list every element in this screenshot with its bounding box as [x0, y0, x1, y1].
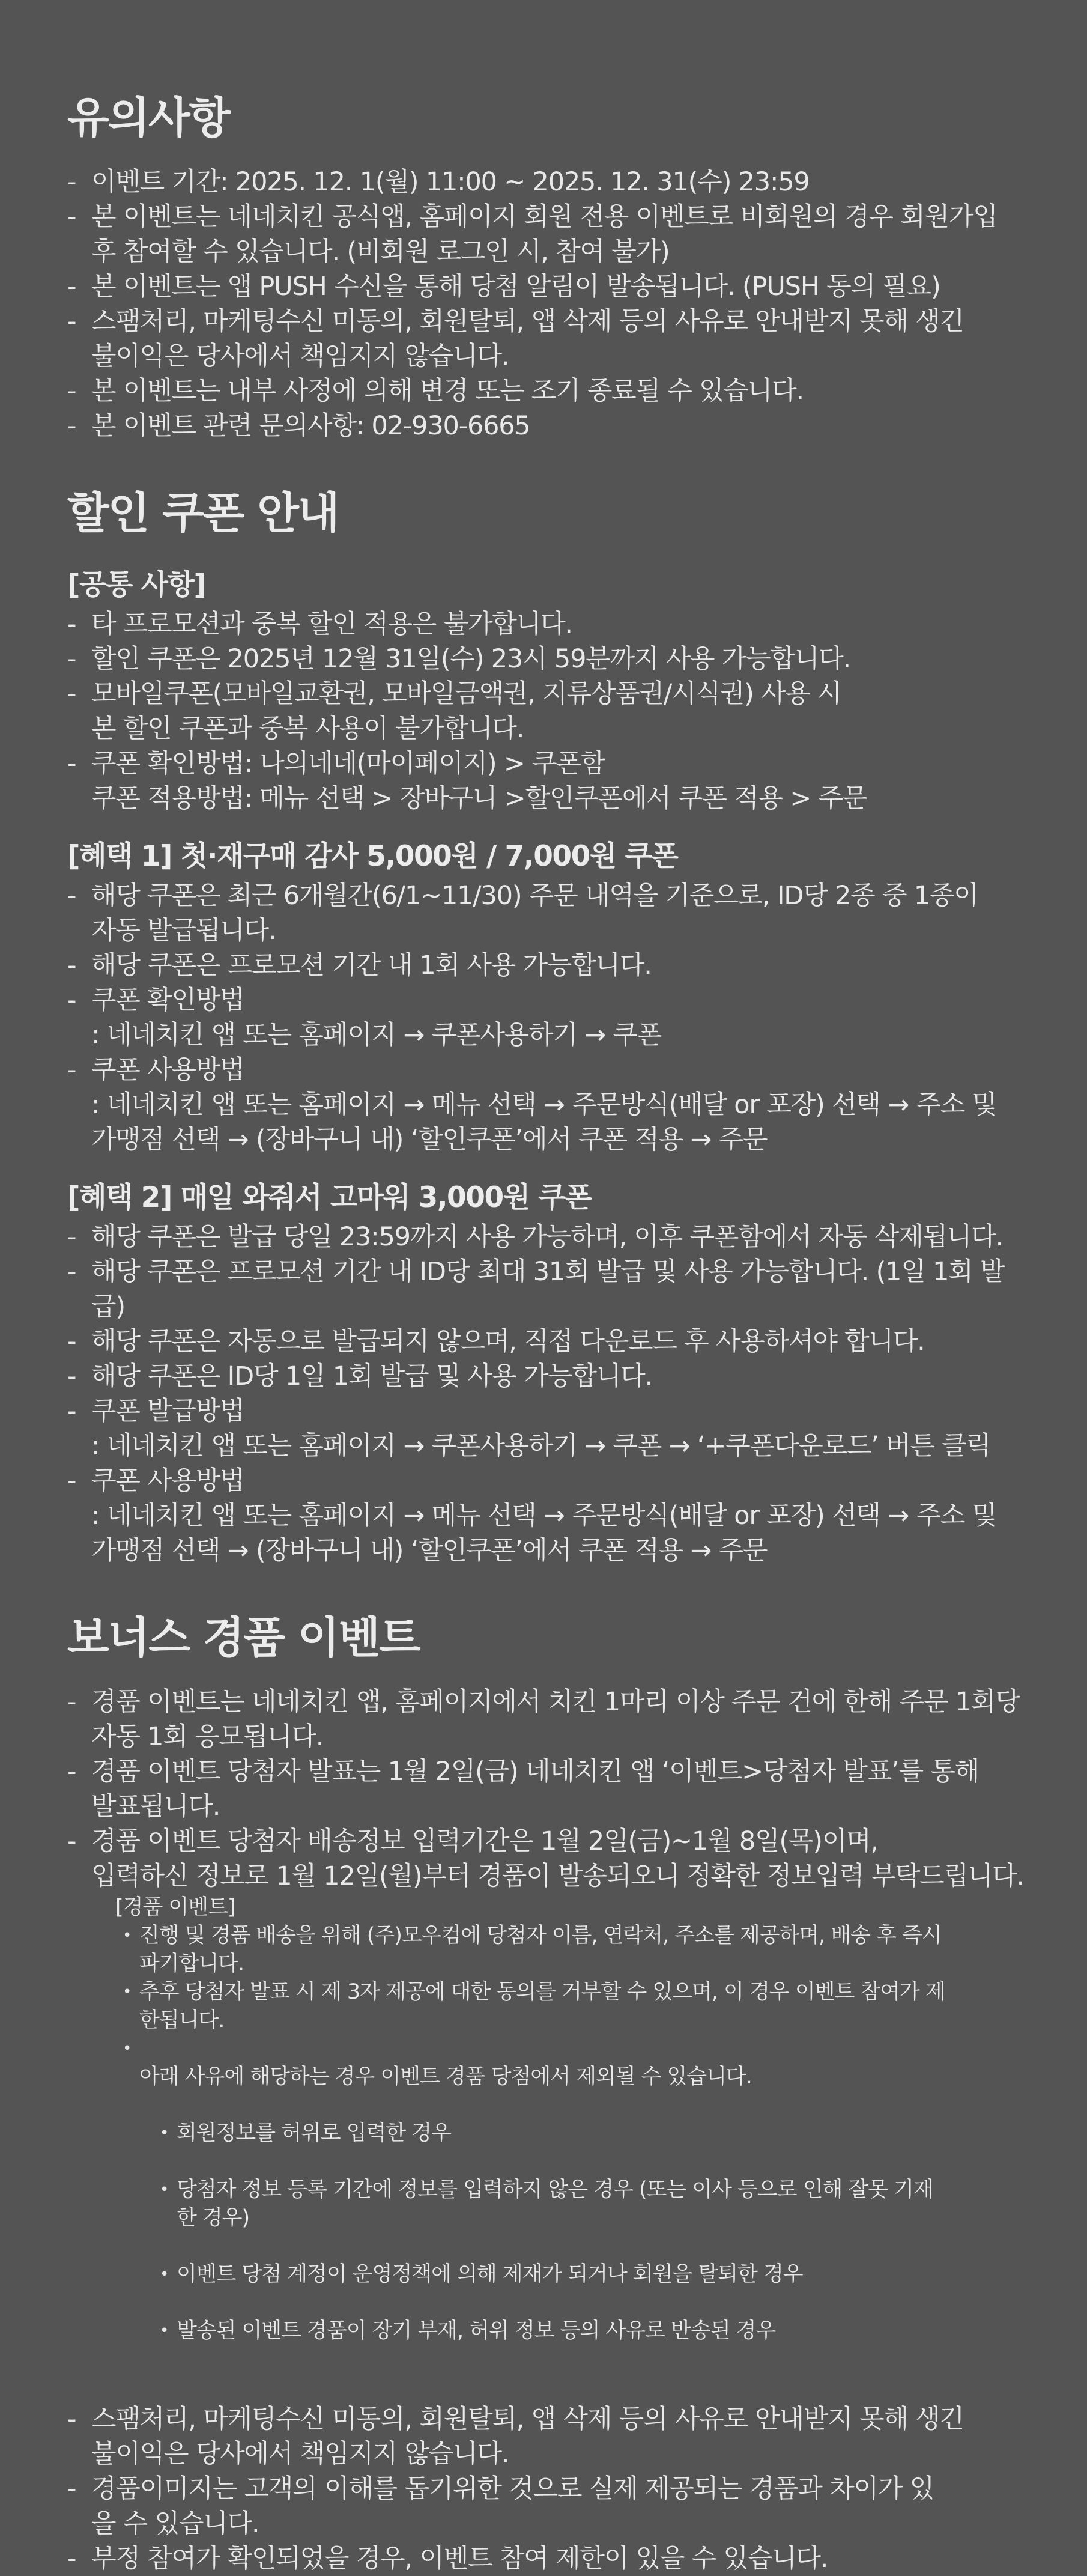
benefit1-list: [67, 878, 1027, 1157]
list-item: • 진행 및 경품 배송을 위해 (주)모우컴에 당첨자 이름, 연락처, 주소를 제공하며, 배송 후 즉시 파기합니다.: [115, 1922, 1027, 1978]
bonus-title: 보너스 경품 이벤트: [67, 1612, 420, 1663]
coupon-section: [67, 484, 1027, 1568]
list-item: - 쿠폰 확인방법 : 네네치킨 앱 또는 홈페이지 → 쿠폰사용하기 → 쿠폰: [67, 983, 1027, 1053]
exclusion-list: [139, 2091, 1027, 2374]
list-item: - 해당 쿠폰은 자동으로 발급되지 않으며, 직접 다운로드 후 사용하셔야 합니다.: [67, 1324, 1027, 1359]
list-item: - 해당 쿠폰은 프로모션 기간 내 1회 사용 가능합니다.: [67, 948, 1027, 983]
list-item: - 본 이벤트는 앱 PUSH 수신을 통해 당첨 알림이 발송됩니다. (PUSH 동의 필요): [67, 269, 1027, 304]
list-item: - 쿠폰 확인방법: 나의네네(마이페이지) > 쿠폰함 쿠폰 적용방법: 메뉴 선택 > 장바구니 >할인쿠폰에서 쿠폰 적용 > 주문: [67, 746, 1027, 816]
list-item: • 발송된 이벤트 경품이 장기 부재, 허위 정보 등의 사유로 반송된 경우: [153, 2317, 1027, 2345]
benefit2-list: [67, 1220, 1027, 1568]
list-item: - 본 이벤트는 네네치킨 공식앱, 홈페이지 회원 전용 이벤트로 비회원의 경우 회원가입 후 참여할 수 있습니다. (비회원 로그인 시, 참여 불가): [67, 199, 1027, 269]
list-item: - 부정 참여가 확인되었을 경우, 이벤트 참여 제한이 있을 수 있습니다.: [67, 2541, 1027, 2576]
bonus-list-top: [67, 1684, 1027, 1894]
list-item: [115, 2035, 1027, 2402]
common-list: [67, 607, 1027, 816]
prize-event-bullets: [115, 1922, 1027, 2402]
list-item: - 스팸처리, 마케팅수신 미동의, 회원탈퇴, 앱 삭제 등의 사유로 안내받지 못해 생긴 불이익은 당사에서 책임지지 않습니다.: [67, 304, 1027, 374]
list-item: - 할인 쿠폰은 2025년 12월 31일(수) 23시 59분까지 사용 가능합니다.: [67, 642, 1027, 676]
bonus-section: [67, 1609, 1027, 2576]
list-item: • 회원정보를 허위로 입력한 경우: [153, 2119, 1027, 2148]
list-item: - 본 이벤트 관련 문의사항: 02-930-6665: [67, 409, 1027, 443]
list-item: • 이벤트 당첨 계정이 운영정책에 의해 제재가 되거나 회원을 탈퇴한 경우: [153, 2261, 1027, 2289]
notice-section: [67, 89, 1027, 443]
prize-event-title: [경품 이벤트]: [115, 1895, 235, 1919]
list-item: - 모바일쿠폰(모바일교환권, 모바일금액권, 지류상품권/시식권) 사용 시 본 할인 쿠폰과 중복 사용이 불가합니다.: [67, 676, 1027, 746]
list-item: - 타 프로모션과 중복 할인 적용은 불가합니다.: [67, 607, 1027, 642]
list-item: - 경품 이벤트 당첨자 배송정보 입력기간은 1월 2일(금)~1월 8일(목)이며, 입력하신 정보로 1월 12일(월)부터 경품이 발송되오니 정확한 정보입력 부탁드립니다.: [67, 1824, 1027, 1894]
benefit2-title: [혜택 2] 매일 와줘서 고마워 3,000원 쿠폰: [67, 1181, 592, 1214]
list-item: - 이벤트 기간: 2025. 12. 1(월) 11:00 ~ 2025. 12. 31(수) 23:59: [67, 165, 1027, 199]
list-item: • 당첨자 정보 등록 기간에 정보를 입력하지 않은 경우 (또는 이사 등으로 인해 잘못 기재 한 경우): [153, 2176, 1027, 2232]
common-title: [공통 사항]: [67, 568, 206, 601]
list-item: - 쿠폰 발급방법 : 네네치킨 앱 또는 홈페이지 → 쿠폰사용하기 → 쿠폰 → ‘+쿠폰다운로드’ 버튼 클릭: [67, 1394, 1027, 1463]
coupon-title: 할인 쿠폰 안내: [67, 488, 339, 538]
list-item: - 경품 이벤트는 네네치킨 앱, 홈페이지에서 치킨 1마리 이상 주문 건에 한해 주문 1회당 자동 1회 응모됩니다.: [67, 1684, 1027, 1754]
notice-list: [67, 165, 1027, 443]
benefit1-title: [혜택 1] 첫·재구매 감사 5,000원 / 7,000원 쿠폰: [67, 840, 678, 873]
list-item: - 해당 쿠폰은 프로모션 기간 내 ID당 최대 31회 발급 및 사용 가능합니다. (1일 1회 발급): [67, 1254, 1027, 1324]
list-item: - 쿠폰 사용방법 : 네네치킨 앱 또는 홈페이지 → 메뉴 선택 → 주문방식(배달 or 포장) 선택 → 주소 및 가맹점 선택 → (장바구니 내) ‘할인쿠폰’에서 쿠폰 적용 → 주문: [67, 1463, 1027, 1568]
list-item-text: 아래 사유에 해당하는 경우 이벤트 경품 당첨에서 제외될 수 있습니다.: [139, 2065, 752, 2089]
list-item: - 쿠폰 사용방법 : 네네치킨 앱 또는 홈페이지 → 메뉴 선택 → 주문방식(배달 or 포장) 선택 → 주소 및 가맹점 선택 → (장바구니 내) ‘할인쿠폰’에서 쿠폰 적용 → 주문: [67, 1053, 1027, 1157]
list-item: - 경품이미지는 고객의 이해를 돕기위한 것으로 실제 제공되는 경품과 차이가 있 을 수 있습니다.: [67, 2471, 1027, 2541]
list-item: • 추후 당첨자 발표 시 제 3자 제공에 대한 동의를 거부할 수 있으며, 이 경우 이벤트 참여가 제 한됩니다.: [115, 1978, 1027, 2035]
list-item: - 해당 쿠폰은 최근 6개월간(6/1~11/30) 주문 내역을 기준으로, ID당 2종 중 1종이 자동 발급됩니다.: [67, 878, 1027, 948]
notice-title: 유의사항: [67, 93, 230, 143]
list-item: - 스팸처리, 마케팅수신 미동의, 회원탈퇴, 앱 삭제 등의 사유로 안내받지 못해 생긴 불이익은 당사에서 책임지지 않습니다.: [67, 2402, 1027, 2471]
list-item: - 본 이벤트는 내부 사정에 의해 변경 또는 조기 종료될 수 있습니다.: [67, 374, 1027, 409]
list-item: - 해당 쿠폰은 발급 당일 23:59까지 사용 가능하며, 이후 쿠폰함에서 자동 삭제됩니다.: [67, 1220, 1027, 1254]
list-item: - 해당 쿠폰은 ID당 1일 1회 발급 및 사용 가능합니다.: [67, 1359, 1027, 1394]
list-item: - 경품 이벤트 당첨자 발표는 1월 2일(금) 네네치킨 앱 ‘이벤트>당첨자 발표’를 통해 발표됩니다.: [67, 1754, 1027, 1824]
prize-event-details: [67, 1894, 1027, 2402]
bonus-list-bottom: [67, 2402, 1027, 2576]
